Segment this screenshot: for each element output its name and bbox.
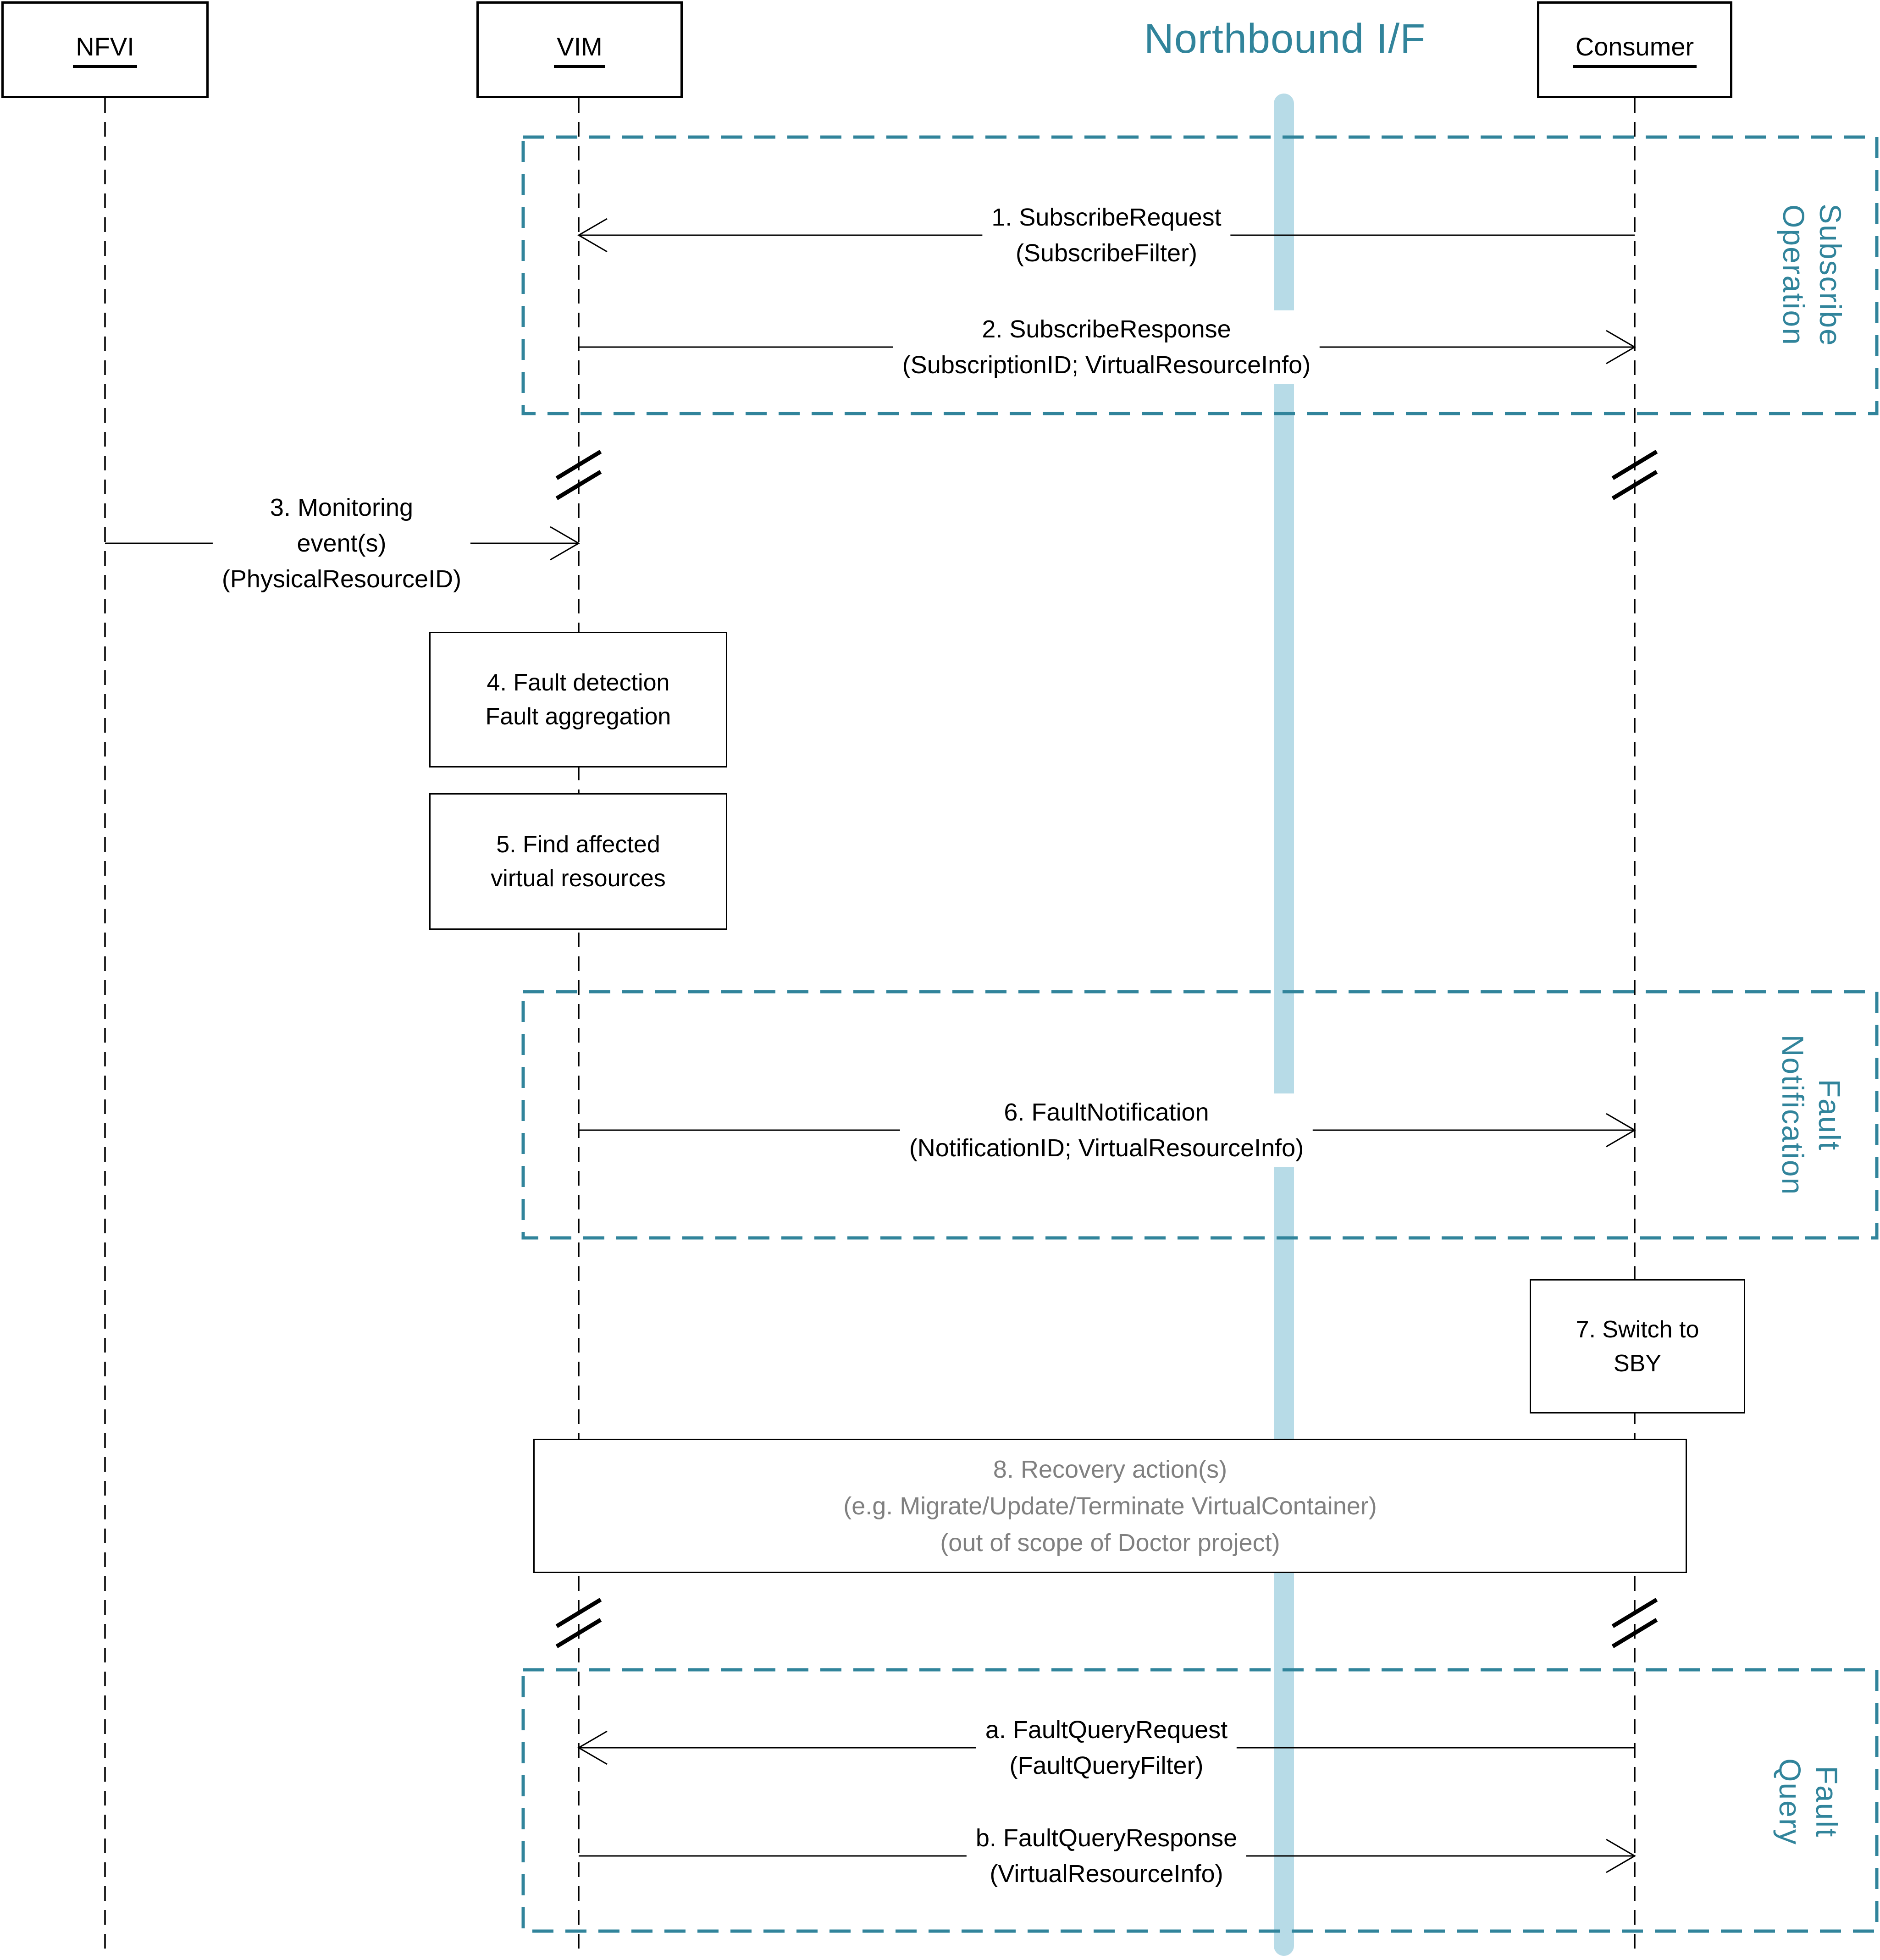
step-8-line2: (e.g. Migrate/Update/Terminate VirtualContainer)	[843, 1492, 1377, 1520]
group-label-fault-notification	[1775, 1035, 1848, 1196]
step-8-line1: 8. Recovery action(s)	[993, 1455, 1228, 1483]
message-1-name: 1. SubscribeRequest	[991, 204, 1222, 231]
message-b-name: b. FaultQueryResponse	[975, 1824, 1238, 1852]
message-3-label	[213, 489, 470, 598]
step-8-line3: (out of scope of Doctor project)	[940, 1529, 1280, 1557]
actor-label-consumer: Consumer	[1573, 32, 1697, 68]
group-notification-line1: Fault	[1813, 1079, 1847, 1151]
message-a-label	[976, 1711, 1237, 1784]
message-a-params: (FaultQueryFilter)	[1009, 1752, 1204, 1779]
message-2-params: (SubscriptionID; VirtualResourceInfo)	[902, 351, 1311, 379]
message-1-params: (SubscribeFilter)	[1015, 239, 1198, 267]
step-box-7-switch-to-sby	[1530, 1279, 1745, 1413]
message-b-params: (VirtualResourceInfo)	[990, 1860, 1223, 1888]
group-label-subscribe-operation	[1775, 204, 1849, 347]
step-7-line1: 7. Switch to	[1576, 1316, 1699, 1343]
message-3-name2: event(s)	[297, 530, 387, 557]
group-subscribe-line1: Subscribe	[1814, 204, 1847, 347]
actor-box-consumer	[1537, 1, 1732, 98]
actor-box-vim	[476, 1, 683, 98]
actor-box-nfvi	[1, 1, 209, 98]
step-box-8-recovery-actions	[533, 1439, 1687, 1573]
message-2-name: 2. SubscribeResponse	[982, 315, 1231, 343]
message-6-params: (NotificationID; VirtualResourceInfo)	[909, 1134, 1304, 1162]
message-6-label	[900, 1093, 1313, 1167]
message-6-name: 6. FaultNotification	[1004, 1099, 1209, 1126]
actor-label-nfvi: NFVI	[73, 32, 137, 68]
message-b-label	[967, 1819, 1246, 1893]
actor-label-vim: VIM	[554, 32, 605, 68]
group-query-line2: Query	[1773, 1758, 1807, 1845]
message-1-label	[982, 199, 1230, 272]
group-subscribe-line2: Operation	[1777, 204, 1811, 346]
step-4-line2: Fault aggregation	[485, 703, 671, 730]
message-a-name: a. FaultQueryRequest	[985, 1716, 1228, 1744]
message-3-params: (PhysicalResourceID)	[221, 565, 462, 593]
step-box-5-find-affected	[429, 793, 727, 930]
message-2-label	[893, 310, 1320, 384]
group-query-line1: Fault	[1810, 1766, 1844, 1838]
group-notification-line2: Notification	[1776, 1034, 1810, 1196]
step-5-line1: 5. Find affected	[496, 831, 660, 858]
step-5-line2: virtual resources	[491, 865, 666, 892]
step-7-line2: SBY	[1613, 1350, 1662, 1377]
northbound-interface-title: Northbound I/F	[1144, 16, 1426, 62]
step-4-line1: 4. Fault detection	[487, 669, 670, 696]
message-3-name: 3. Monitoring	[270, 494, 414, 521]
step-box-4-fault-detection	[429, 632, 727, 767]
group-label-fault-query	[1772, 1758, 1845, 1845]
